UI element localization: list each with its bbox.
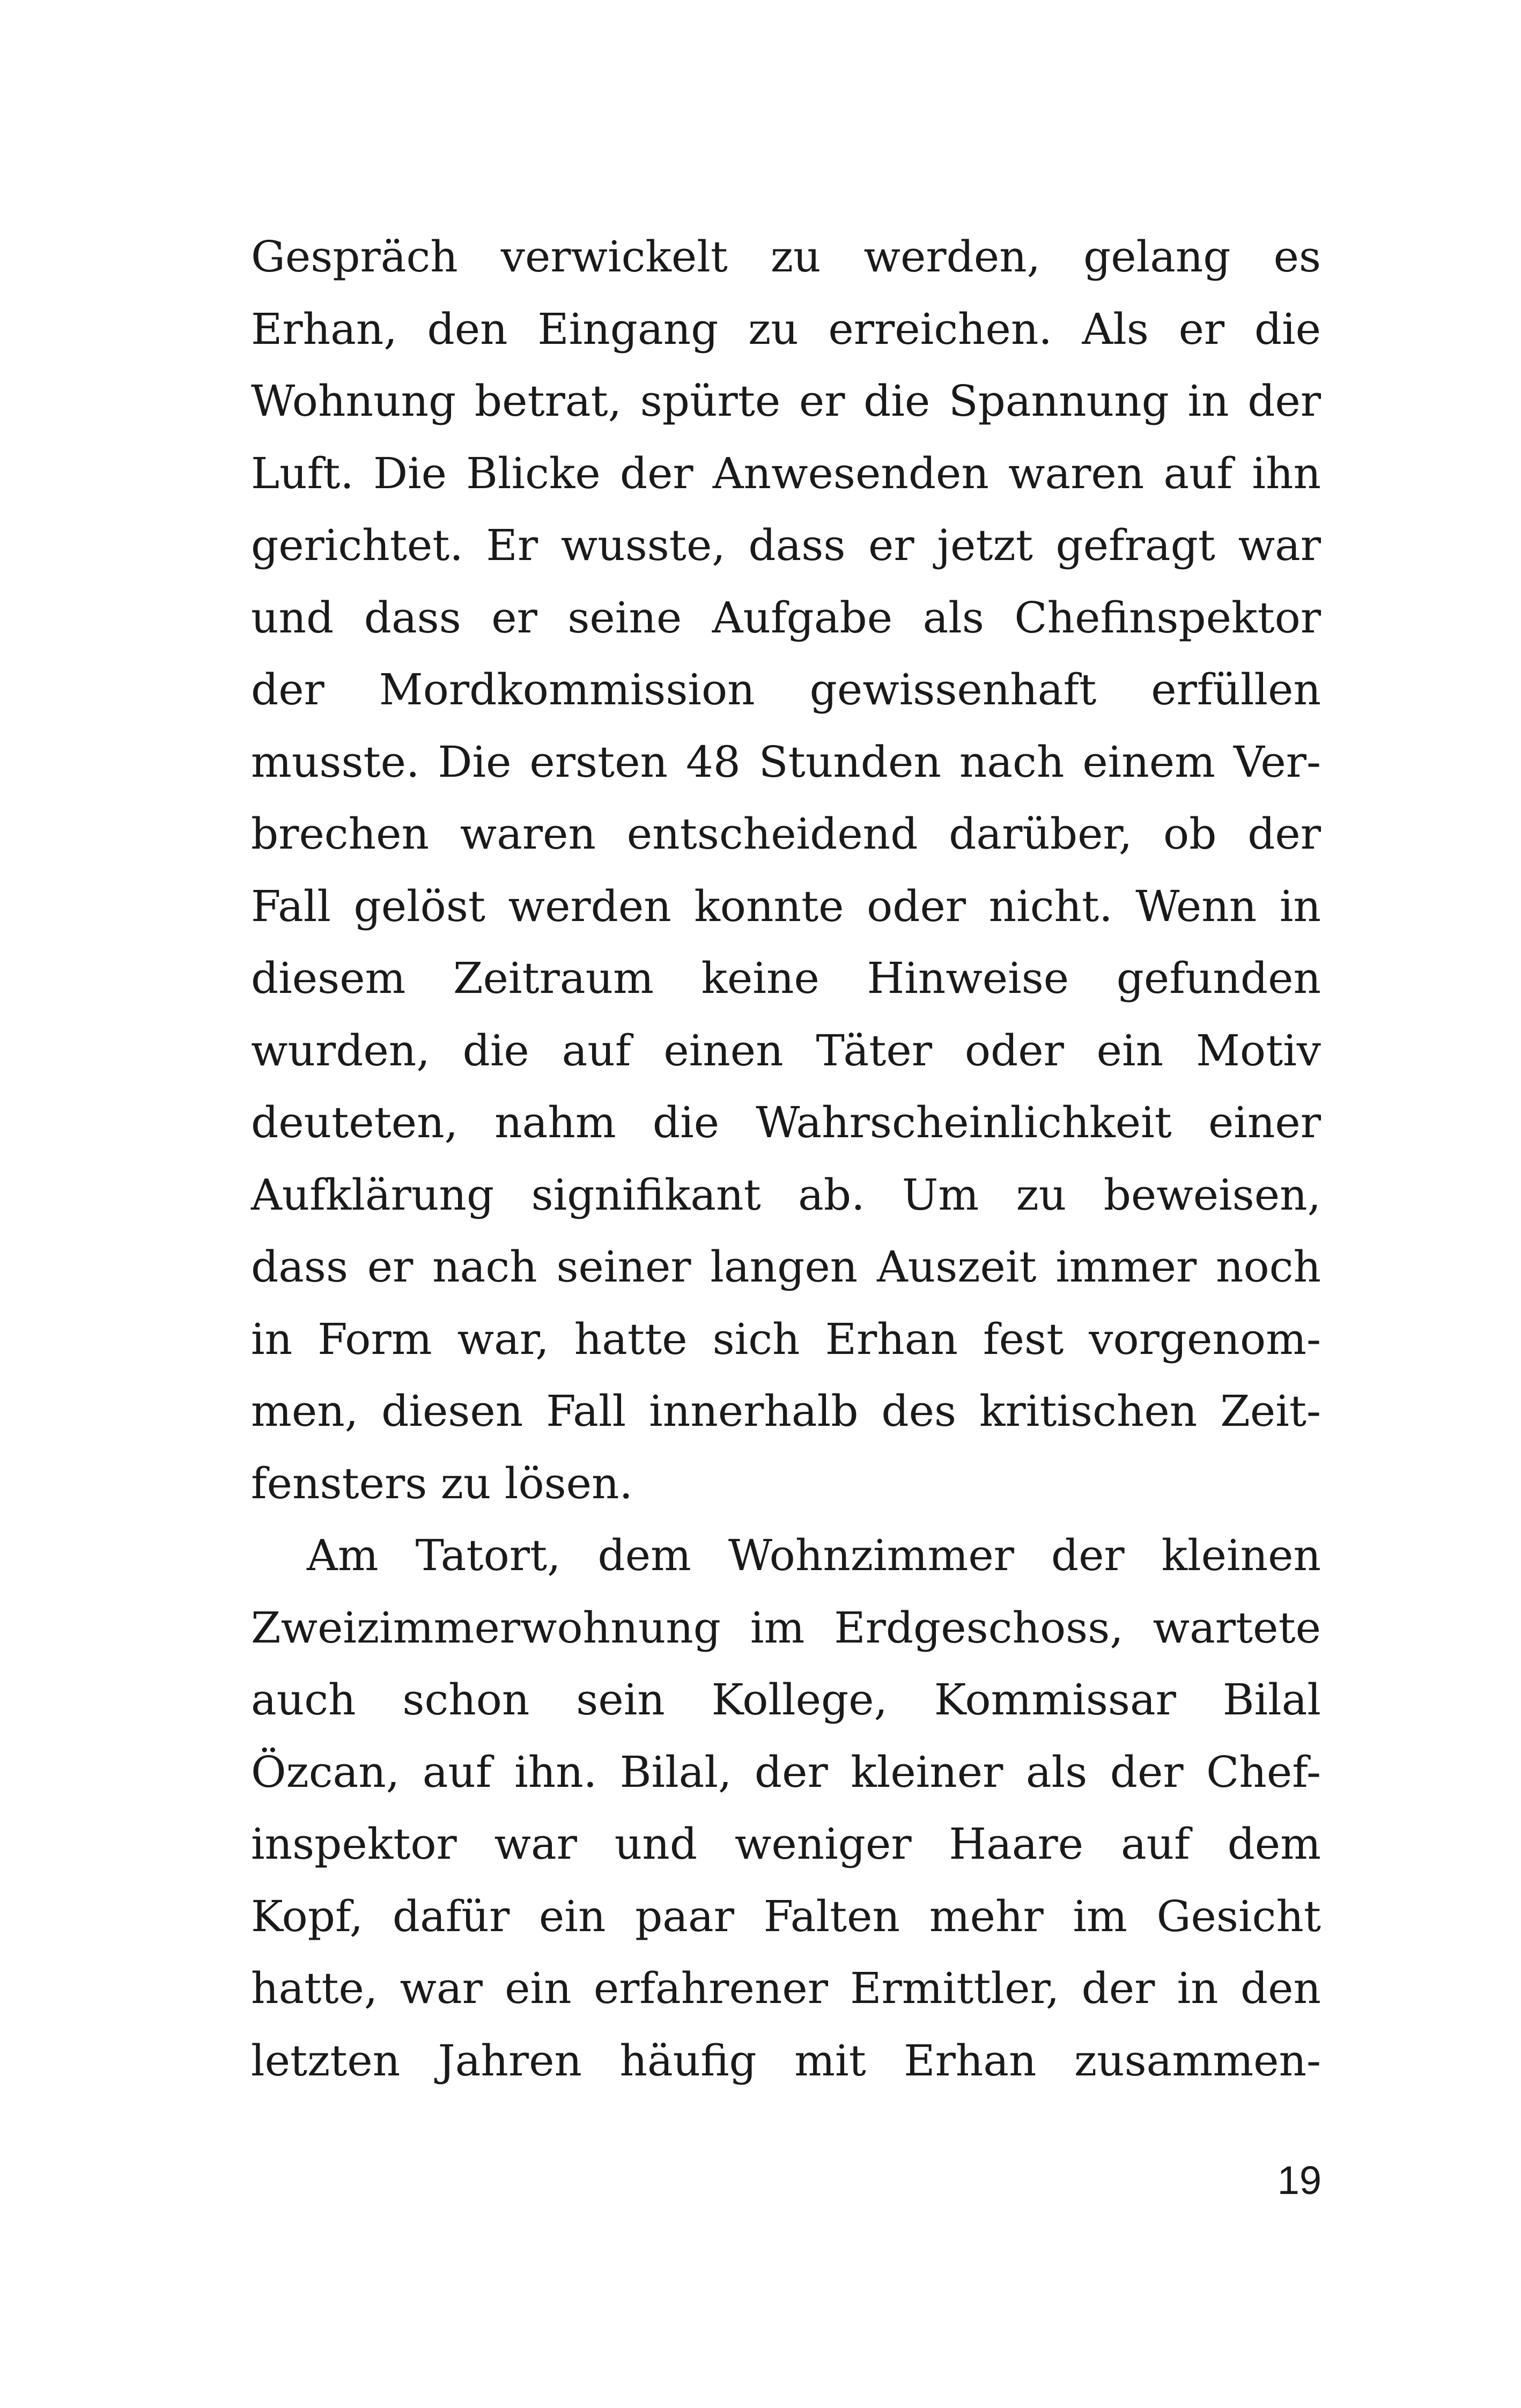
text-line: Luft. Die Blicke der Anwesenden waren auf ihn [251, 448, 1321, 498]
text-line: und dass er seine Aufgabe als Chefinspektor [251, 592, 1321, 643]
text-line: in Form war, hatte sich Erhan fest vorgenom- [251, 1314, 1321, 1364]
text-line: Fall gelöst werden konnte oder nicht. Wenn in [251, 881, 1321, 931]
text-line: inspektor war und weniger Haare auf dem [251, 1819, 1321, 1869]
page-number: 19 [1277, 2158, 1321, 2203]
body-text [251, 221, 1321, 2097]
text-line: deuteten, nahm die Wahrscheinlichkeit einer [251, 1098, 1321, 1147]
text-line: auch schon sein Kollege, Kommissar Bilal [251, 1675, 1321, 1725]
text-line: gerichtet. Er wusste, dass er jetzt gefragt war [251, 520, 1321, 570]
text-line: wurden, die auf einen Täter oder ein Motiv [251, 1025, 1321, 1076]
text-line: Zweizimmerwohnung im Erdgeschoss, wartete [251, 1602, 1321, 1653]
text-line: Gespräch verwickelt zu werden, gelang es [251, 232, 1321, 282]
text-line: brechen waren entscheidend darüber, ob der [251, 809, 1321, 859]
text-line: letzten Jahren häufig mit Erhan zusammen- [251, 2035, 1321, 2086]
text-line: Özcan, auf ihn. Bilal, der kleiner als der Chef- [251, 1747, 1321, 1797]
text-line: Erhan, den Eingang zu erreichen. Als er die [251, 304, 1321, 354]
text-line: musste. Die ersten 48 Stunden nach einem Ver- [251, 737, 1321, 787]
text-line: Wohnung betrat, spürte er die Spannung in der [251, 376, 1321, 426]
text-line: Aufklärung signifikant ab. Um zu beweisen, [251, 1169, 1321, 1220]
text-line: diesem Zeitraum keine Hinweise gefunden [251, 953, 1321, 1003]
text-line: men, diesen Fall innerhalb des kritischen Zeit- [251, 1386, 1321, 1436]
text-line: der Mordkommission gewissenhaft erfüllen [251, 665, 1321, 715]
text-line-paragraph-start: Am Tatort, dem Wohnzimmer der kleinen [307, 1530, 1321, 1580]
text-line: Kopf, dafür ein paar Falten mehr im Gesicht [251, 1891, 1321, 1941]
text-line: hatte, war ein erfahrener Ermittler, der in den [251, 1963, 1321, 2013]
text-line-paragraph-end: fensters zu lösen. [251, 1458, 633, 1508]
text-line: dass er nach seiner langen Auszeit immer noch [251, 1242, 1321, 1292]
